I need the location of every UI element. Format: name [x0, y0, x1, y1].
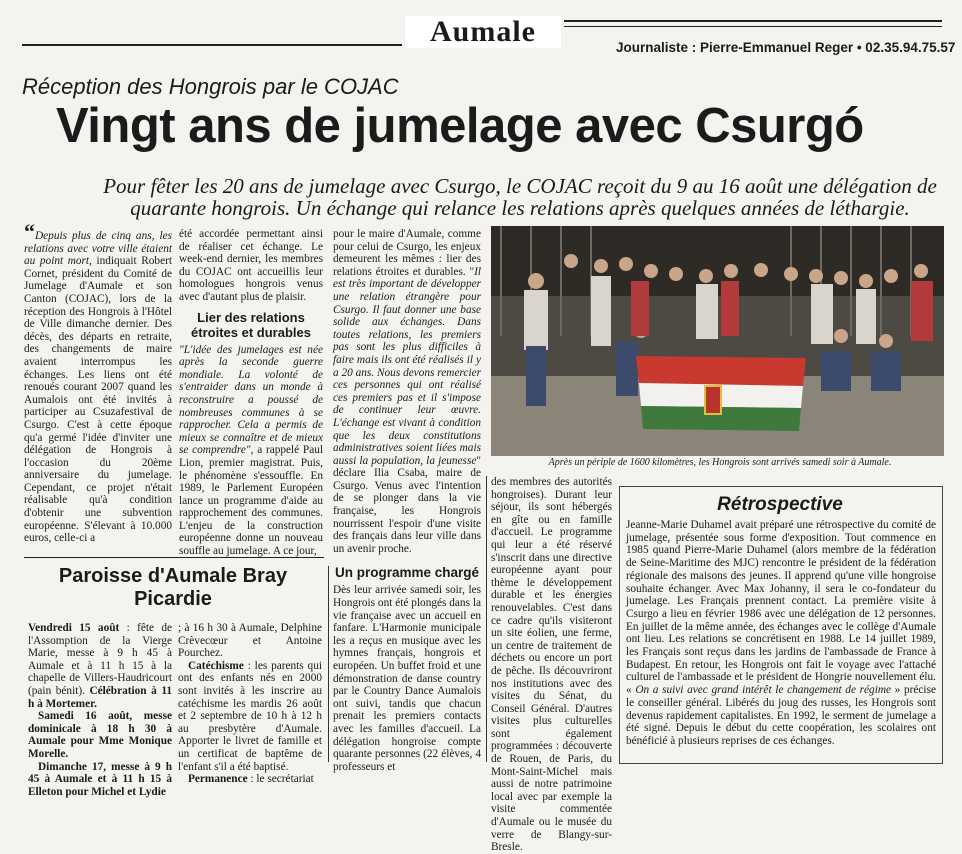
top-rule-right [564, 20, 942, 22]
catechisme-text: : les parents qui ont des enfants nés en 2000 sont invités à les inscrire au catéchisme les mardis 26 août et 2 septembre de 10 h à 12 h au presbytère d'Aumale. Apporter le livret de famille et un certificat de baptême de l'enfant s'il a été baptisé. [178, 659, 322, 773]
opening-quote-mark: “ [24, 219, 35, 244]
photo-caption: Après un périple de 1600 kilomètres, les Hongrois sont arrivés samedi soir à Aumale. [548, 457, 892, 468]
retrospective-text: Jeanne-Marie Duhamel avait préparé une rétrospective du comité de jumelage, présentée sous forme d'exposition. Tout commence en 1985 quand Pierre-Marie Duhamel (alors membre de la fédération de Seine-Maritime des MJC) rencontre le président de la fédération régionale des maisons des jeunes. Il apprend qu'une ville hongroise souhaite échanger. Avec Max Johanny, il sera le co-fondateur du jumelage. Les Français prennent contact. La première visite à Csurgo a lieu en février 1986 avec une délégation de 12 personnes. En juillet de la même année, des échanges avec le collège d'Aumale ont lieu. Les relations se concrétisent en 1988. Le 14 juillet 1989, les Français sont reçus dans les jardins de l'ambassade de France à Budapest. En retour, les Hongrois ont fait le voyage avec l'attaché culturel de l'ambassade et le président de Hongrie nouvellement élu. « [626, 519, 936, 697]
retrospective-quote: On a suivi avec grand intérêt le changement de régime [635, 684, 892, 697]
section-title: Aumale [405, 16, 561, 48]
catechisme-label: Catéchisme [188, 659, 244, 672]
article-headline: Vingt ans de jumelage avec Csurgó [56, 99, 864, 153]
article-standfirst: Pour fêter les 20 ans de jumelage avec Csurgo, le COJAC reçoit du 9 au 16 août une délégation de quarante hongrois. Un échange qui relance les relations après quelques années de léthargie. [103, 174, 937, 220]
top-rule-right-lower [564, 26, 942, 27]
col1-text: , indiquait Robert Cornet, président du Comité de Jumelage d'Aumale et son Canton (COJAC), lors de la réception des Hongrois à l'Hôtel de Ville dimanche dernier. Des décès, des départs en retraite, des changements de maire avaient interrompus les échanges. Les liens ont été renoués courant 2007 quand les Aumalois ont été invités à participer au Csuzafestival de Csurgo. C'est à cette époque qu'a germé l'idée d'inviter une délégation de Hongrois à l'occasion du 20ème anniversaire du jumelage. Cependant, ce projet n'était réalisable qu'à condition d'obtenir une subvention européenne. S'élevant à 10.000 euros, celle-ci a [24, 255, 172, 545]
col3-subhead: Un programme chargé [334, 565, 480, 581]
permanence-label: Permanence [188, 773, 248, 786]
col2-text2: , a rappelé Paul Lion, premier magistrat. Puis, le phénomène s'essouffle. En 1989, le Parlement Européen lance un programme d'aide au rapprochement des communes. L'enjeu de la construction européenne donne un nouveau souffle au jumelage. A ce jour, [179, 444, 323, 558]
col2-quote: "L'idée des jumelages est née après la seconde guerre mondiale. La volonté de s'entraider dans un monde à reconstruire a poussé de nombreuses communes à se rapprocher. Cela a permis de mieux se connaître et de mieux se comprendre" [179, 343, 323, 457]
paroisse-date-1: Vendredi 15 août [28, 622, 120, 634]
top-rule-left [22, 44, 402, 46]
col1-lead: Depuis plus de cinq ans, les relations avec votre ville étaient au point mort [24, 230, 172, 268]
col3-text1: pour le maire d'Aumale, comme pour celui de Csurgo, les enjeux demeurent les mêmes : lier des relations étroites et durables. " [333, 228, 481, 278]
col3-text2: " déclare Ilia Csaba, maire de Csurgo. Venus avec l'intention de se plonger dans la vie française, les Hongrois nourrissent l'espoir d'une visite des français dans leur ville dans un avenir proche. [333, 454, 481, 555]
retrospective-body [626, 519, 936, 759]
paroisse-text-3: Samedi 16 août, messe dominicale à 18 h 30 à Aumale pour Mme Monique Morelle. [28, 710, 172, 760]
col2-subhead: Lier des relations étroites et durables [191, 309, 311, 340]
paroisse-left-column [28, 622, 173, 798]
retrospective-title: Rétrospective [717, 494, 843, 515]
permanence-text: : le secrétariat [247, 773, 314, 786]
article-column-3 [333, 228, 481, 773]
paroisse-text-1: : fête de l'Assomption de la Vierge Marie, messe à 9 h 45 à Aumale et à 11 h 15 à la chapelle de Villers-Haudricourt (pain bénit). [28, 622, 173, 697]
column-divider [328, 566, 329, 762]
paroisse-right-column [178, 622, 322, 786]
article-column-4 [491, 476, 612, 854]
paroisse-top-rule [24, 557, 324, 558]
col3-text3: Dès leur arrivée samedi soir, les Hongrois ont été plongés dans la vie française avec un accueil en fanfare. L'Harmonie municipale les a reçus en musique avec les hymnes français, hongrois et européen. Un buffet froid et une démonstration de danse country par le Country Dance Aumalois ont suivi, tandis que chacun prenait les premiers contacts avec les familles d'accueil. La délégation hongroise compte quarante personnes (22 élèves, 4 professeurs et [333, 584, 481, 773]
column-divider-2 [486, 476, 487, 762]
col4-text: des membres des autorités hongroises). Durant leur séjour, ils sont hébergés en gîte ou en famille d'accueil. Le programme qui leur a été réservé s'inscrit dans une directive européenne ayant pour thème le développement durable et les énergies renouvelables. C'est dans ce cadre qu'ils visiteront un site éolien, une ferme, un centre de traitement de déchets ou encore un port de pêche. Ils découvriront nos institutions avec des visites du Sénat, du Conseil Général. D'autres visites plus culturelles sont également programmées : découverte de Rouen, de Paris, du Mont-Saint-Michel mais aussi de notre patrimoine local avec par exemple la visite commentée d'Aumale ou le musée du verre de Blangy-sur-Bresle. [491, 476, 612, 854]
journalist-byline: Journaliste : Pierre-Emmanuel Reger • 02.35.94.75.57 [616, 40, 956, 55]
article-column-1 [24, 219, 172, 556]
paroisse-text-2: Célébration à 11 h à Mortemer. [28, 684, 172, 710]
col2-text1: été accordée permettant ainsi de réaliser cet échange. Le week-end dernier, les membres du COJAC ont accueillis leur homologues hongrois venus avec d'autant plus de plaisir. [179, 228, 323, 303]
paroisse-title: Paroisse d'Aumale Bray Picardie [58, 565, 288, 610]
group-photo-illustration [491, 226, 944, 456]
col3-quote: Il est très important de développer une relation étrangère pour Csurgo. Il faut donner une base solide aux échanges. Dans toutes relations, les premiers pas sont les plus difficiles à faire mais ils ont été réalisés il y a 20 ans. Nous devons remercier ces personnes qui ont réalisé ces premiers pas et il s'impose de continuer leur œuvre. L'échange est vivant à condition que les deux constitutions administratives soient liées mais aussi la population, la jeunesse [333, 265, 481, 467]
paroisse-right-text-1: ; à 16 h 30 à Aumale, Delphine Crèvecœur et Antoine Pourchez. [178, 622, 322, 660]
paroisse-text-4: Dimanche 17, messe à 9 h 45 à Aumale et à 11 h 15 à Elleton pour Michel et Lydie [28, 760, 172, 798]
retrospective-text2: » précise le conseiller général. Libérés du joug des russes, les Hongrois sont devenus rapidement capitalistes. En 1992, le serment de jumelage a été signé. Depuis le début du cette coopération, les scolaires ont bénéficié à plusieurs reprises de ces échanges. [626, 684, 936, 747]
article-kicker: Réception des Hongrois par le COJAC [22, 74, 399, 99]
group-photo [491, 226, 944, 456]
article-column-2 [179, 228, 323, 560]
